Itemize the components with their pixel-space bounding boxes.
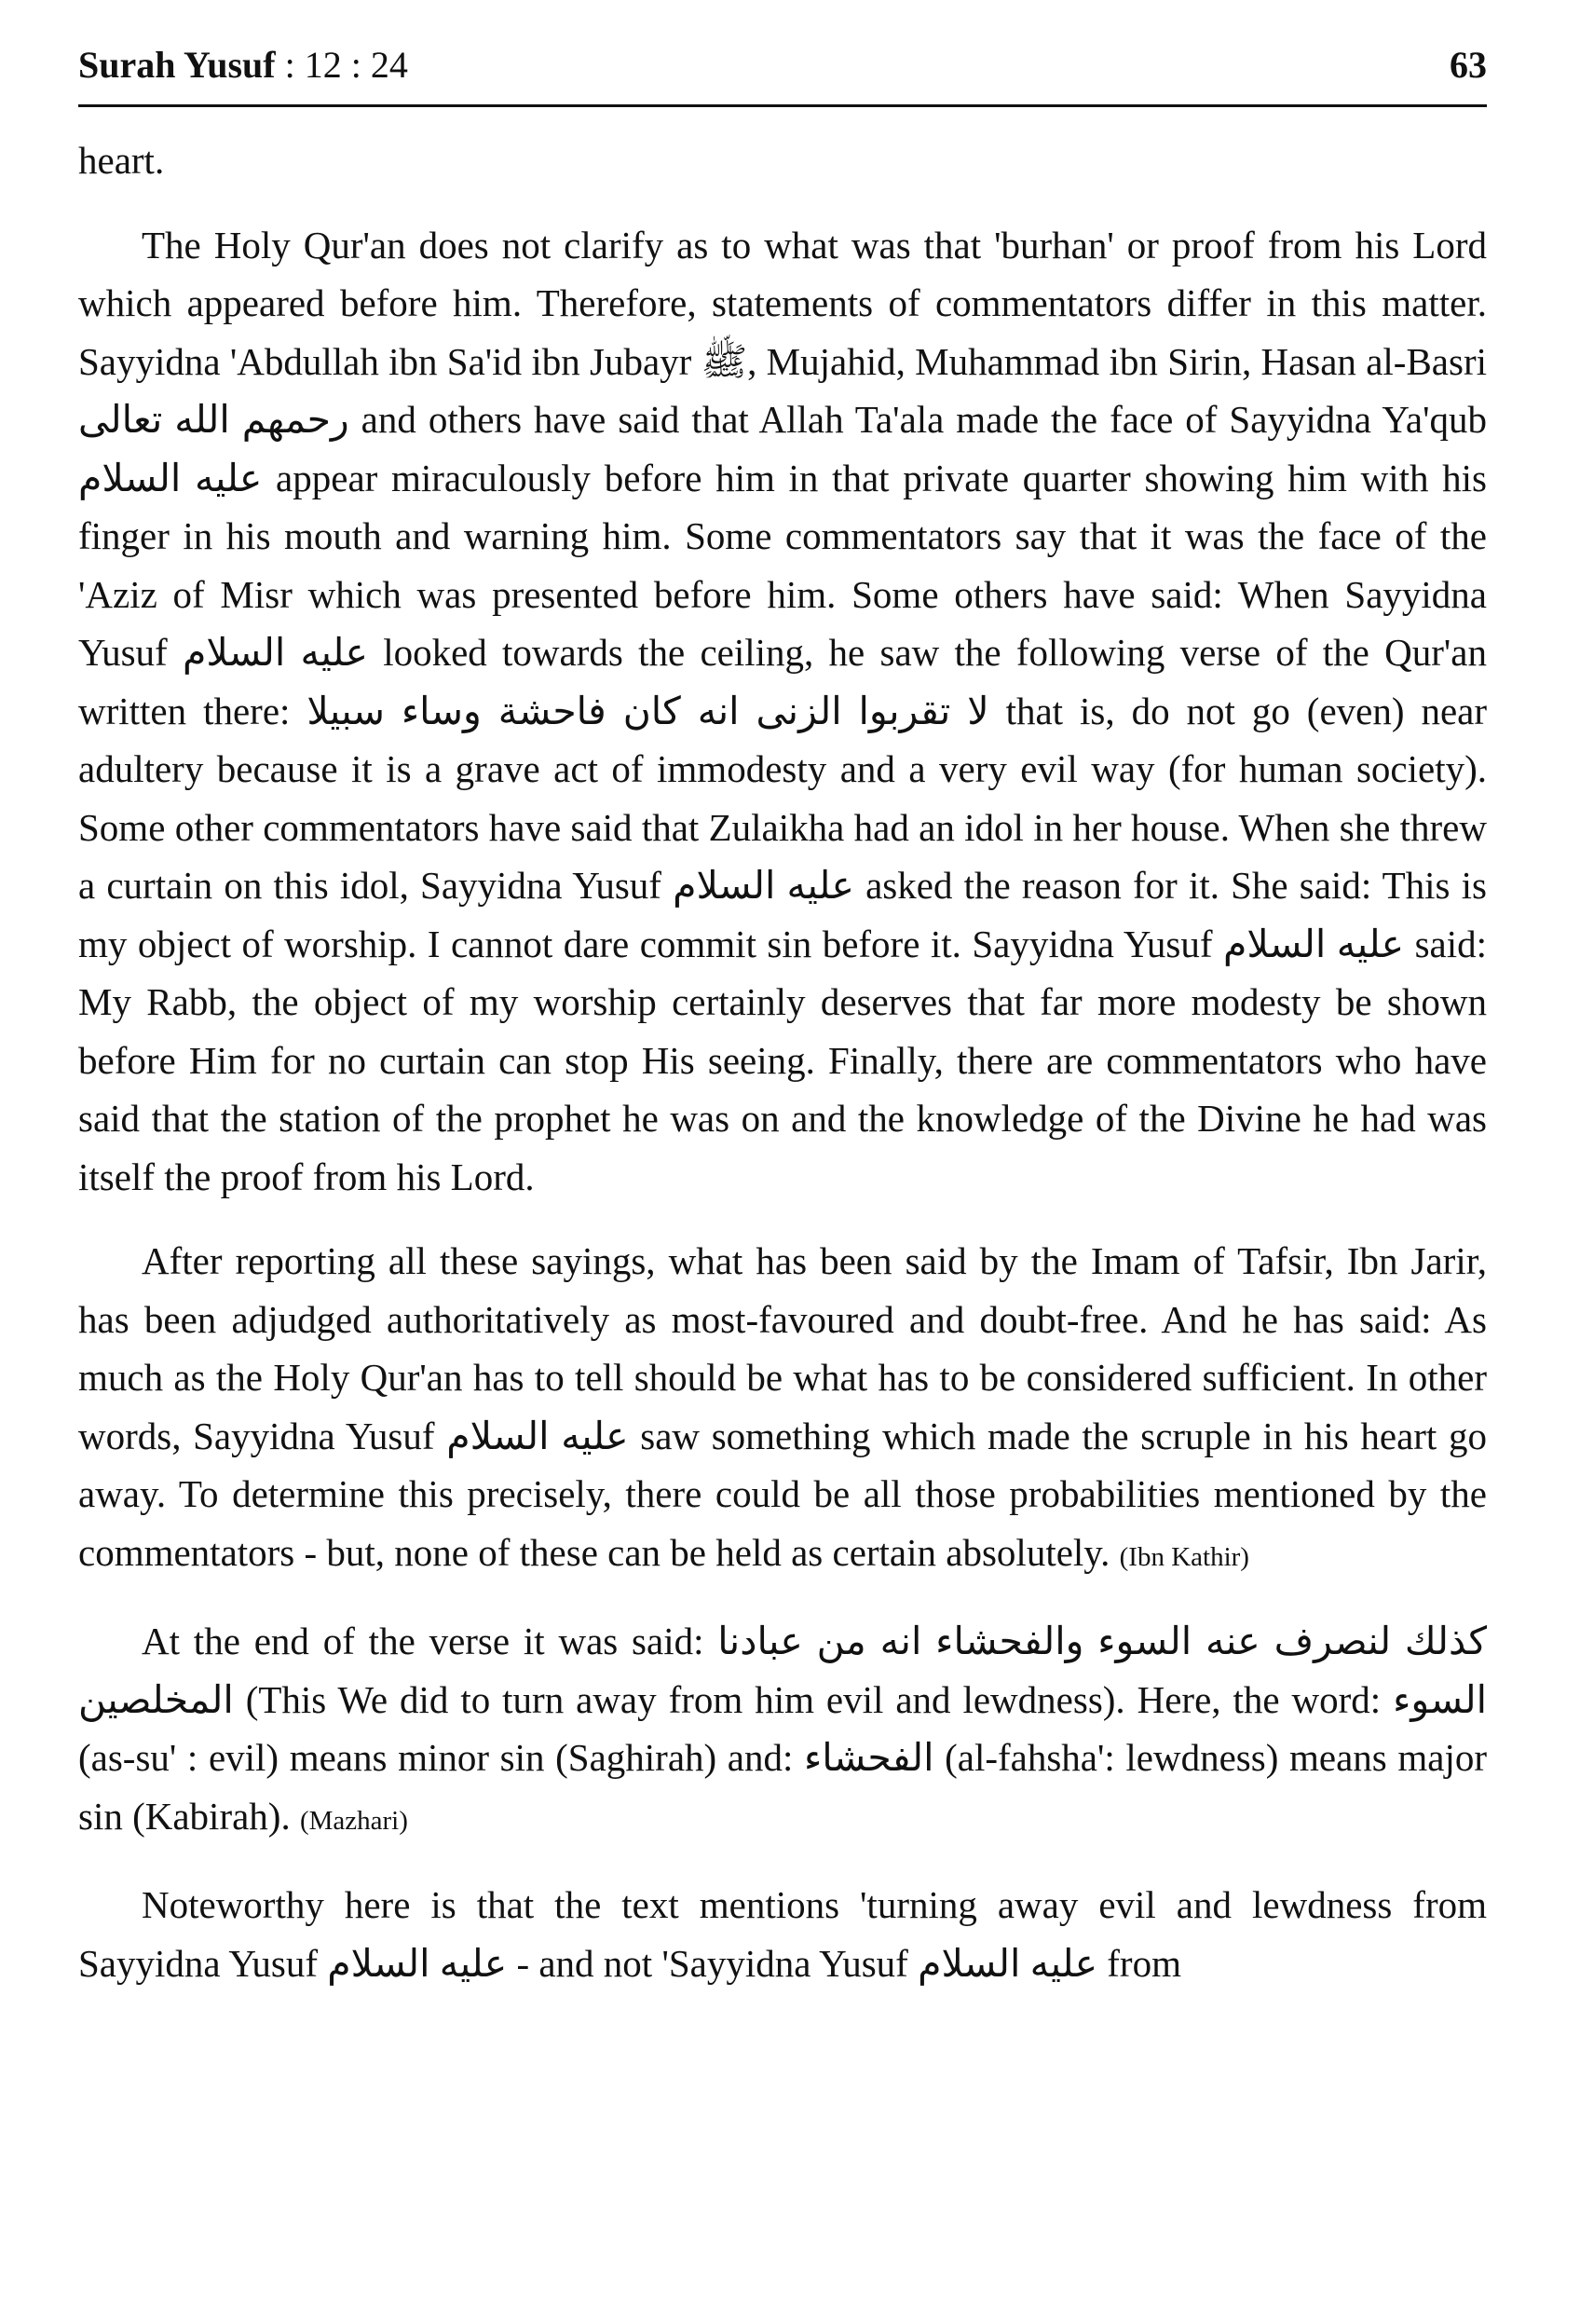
book-page — [78, 37, 1487, 1992]
page-header — [78, 37, 1487, 107]
paragraph-noteworthy — [78, 1876, 1487, 1992]
page-number: 63 — [1450, 44, 1487, 86]
surah-name: Surah Yusuf — [78, 44, 276, 86]
paragraph-text: The Holy Qur'an does not clarify as to what was that 'burhan' or proof from his Lord which appeared before him. Therefore, statements of commentators differ in this matter. Sayyidna 'Abdullah ibn Sa'id ibn Jubayr ﷺ, Mujahid, Muhammad ibn Sirin, Hasan al-Basri رحمهم الله تعالى and others have said that Allah Ta'ala made the face of Sayyidna Ya'qub عليه السلام appear miraculously before him in that private quarter showing him with his finger in his mouth and warning him. Some commentators say that it was the face of the 'Aziz of Misr which was presented before him. Some others have said: When Sayyidna Yusuf عليه السلام looked towards the ceiling, he saw the following verse of the Qur'an written there: لا تقربوا الزنى انه كان فاحشة وساء سبيلا that is, do not go (even) near adultery because it is a grave act of immodesty and a very evil way (for human society). Some other commentators have said that Zulaikha had an idol in her house. When she threw a curtain on this idol, Sayyidna Yusuf عليه السلام asked the reason for it. She said: This is my object of worship. I cannot dare commit sin before it. Sayyidna Yusuf عليه السلام said: My Rabb, the object of my worship certainly deserves that far more modesty be shown before Him for no curtain can stop His seeing. Finally, there are commentators who have said that the station of the prophet he was on and the knowledge of the Divine he had was itself the proof from his Lord. — [78, 223, 1488, 1198]
paragraph-verse-end — [78, 1612, 1487, 1850]
paragraph-ibn-jarir — [78, 1232, 1487, 1586]
verse-reference: : 12 : 24 — [284, 44, 408, 86]
citation: (Ibn Kathir) — [1119, 1541, 1249, 1572]
running-head — [78, 43, 408, 87]
paragraph-text: heart. — [78, 139, 165, 182]
paragraph-burhan-proof — [78, 216, 1487, 1207]
paragraph-text: Noteworthy here is that the text mentions 'turning away evil and lewdness from Sayyidna Yusuf عليه السلام - and not 'Sayyidna Yusuf عليه السلام from — [78, 1883, 1487, 1985]
citation: (Mazhari) — [299, 1805, 408, 1836]
paragraph-text: After reporting all these sayings, what has been said by the Imam of Tafsir, Ibn Jarir, has been adjudged authoritatively as most-favoured and doubt-free. And he has said: As much as the Holy Qur'an has to tell should be what has to be considered sufficient. In other words, Sayyidna Yusuf عليه السلام saw something which made the scruple in his heart go away. To determine this precisely, there could be all those probabilities mentioned by the commentators - but, none of these can be held as certain absolutely. — [78, 1239, 1487, 1574]
page-body — [78, 131, 1487, 1992]
paragraph-text: At the end of the verse it was said: كذلك لنصرف عنه السوء والفحشاء انه من عبادنا المخلصين (This We did to turn away from him evil and lewdness). Here, the word: السوء (as-su' : evil) means minor sin (Saghirah) and: الفحشاء (al-fahsha': lewdness) means major sin (Kabirah). — [78, 1620, 1488, 1838]
paragraph-continuation — [78, 131, 1487, 190]
